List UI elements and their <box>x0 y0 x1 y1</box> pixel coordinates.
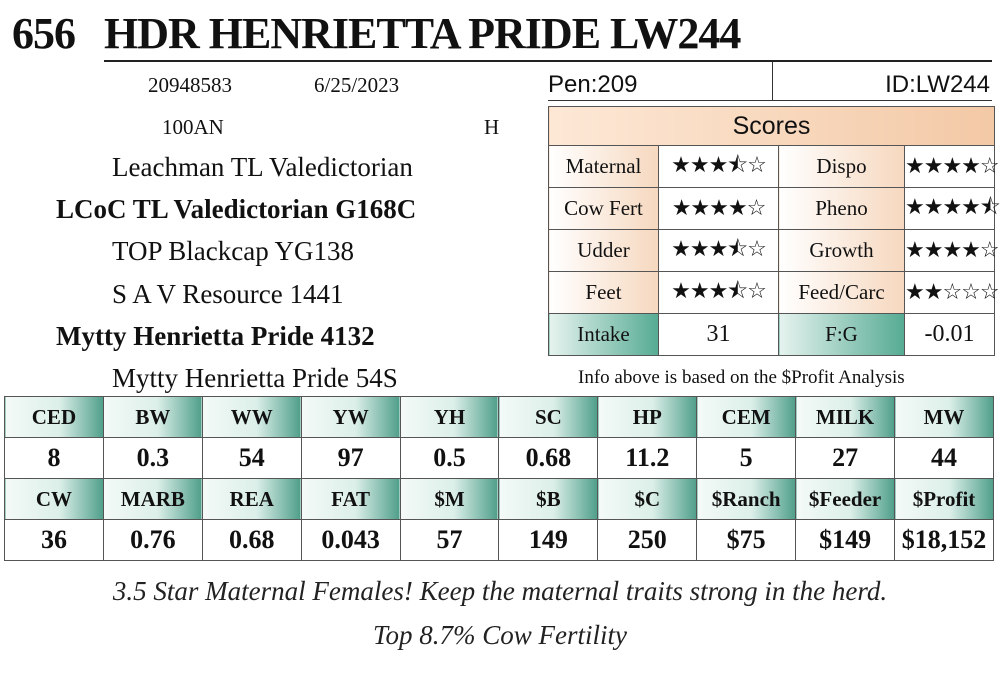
lot-number: 656 <box>12 9 75 58</box>
score-stars-maternal <box>659 146 779 188</box>
birth-date: 6/25/2023 <box>314 73 400 97</box>
epd-value: 27 <box>796 438 895 479</box>
epd-value-row-2 <box>5 520 994 561</box>
epd-value: 57 <box>400 520 499 561</box>
pedigree-sire: LCoC TL Valedictorian G168C <box>56 194 417 224</box>
score-stars-dispo <box>905 146 999 188</box>
score-label-feet: Feet <box>549 272 659 314</box>
footer-line-1: 3.5 Star Maternal Females! Keep the maternal traits strong in the herd. <box>112 576 888 606</box>
epd-value: 0.76 <box>103 520 202 561</box>
score-stars-feet <box>659 272 779 314</box>
epd-value: 0.3 <box>103 438 202 479</box>
registration-number: 20948583 <box>148 73 232 97</box>
epd-value: $75 <box>697 520 796 561</box>
footer-line-2: Top 8.7% Cow Fertility <box>372 620 628 650</box>
epd-value: $149 <box>796 520 895 561</box>
epd-table <box>4 396 994 561</box>
score-stars-udder <box>659 230 779 272</box>
analysis-note: Info above is based on the $Profit Analysis <box>578 367 905 388</box>
pedigree-dam-sire: S A V Resource 1441 <box>112 279 344 309</box>
pedigree-dam: Mytty Henrietta Pride 4132 <box>56 321 375 351</box>
epd-header: MW <box>895 397 994 438</box>
herd-code: 100AN <box>162 115 224 139</box>
epd-value: 0.68 <box>202 520 301 561</box>
epd-value: 36 <box>5 520 104 561</box>
epd-header: CED <box>5 397 104 438</box>
epd-value: 250 <box>598 520 697 561</box>
star-rating-icon: ★★★⯪☆ <box>671 278 766 304</box>
epd-header: $Ranch <box>697 479 796 520</box>
epd-header: BW <box>103 397 202 438</box>
epd-header: $Feeder <box>796 479 895 520</box>
epd-value: 149 <box>499 520 598 561</box>
star-rating-icon: ★★☆☆☆ <box>905 280 999 305</box>
intake-label: Intake <box>549 314 659 356</box>
epd-header: YH <box>400 397 499 438</box>
animal-title: HDR HENRIETTA PRIDE LW244 <box>104 9 741 58</box>
pen-underline <box>548 100 992 101</box>
scores-table <box>548 106 1000 356</box>
fg-label: F:G <box>779 314 905 356</box>
epd-value: 0.043 <box>301 520 400 561</box>
sex-code: H <box>484 115 500 139</box>
epd-value: 97 <box>301 438 400 479</box>
epd-header: REA <box>202 479 301 520</box>
score-stars-pheno <box>905 188 1000 230</box>
epd-header: $M <box>400 479 499 520</box>
star-rating-icon: ★★★★☆ <box>671 196 766 221</box>
star-rating-icon: ★★★⯪☆ <box>671 152 766 178</box>
epd-value-row-1 <box>5 438 994 479</box>
pedigree-sire-dam: TOP Blackcap YG138 <box>112 236 354 266</box>
epd-header: MARB <box>103 479 202 520</box>
intake-value: 31 <box>659 314 779 356</box>
animal-id: ID:LW244 <box>885 71 990 98</box>
pen-divider <box>772 62 773 100</box>
pedigree-sire-sire: Leachman TL Valedictorian <box>112 152 413 182</box>
epd-header: FAT <box>301 479 400 520</box>
epd-header: HP <box>598 397 697 438</box>
epd-value: 44 <box>895 438 994 479</box>
epd-value: $18,152 <box>895 520 994 561</box>
epd-value: 8 <box>5 438 104 479</box>
score-label-pheno: Pheno <box>779 188 905 230</box>
score-label-maternal: Maternal <box>549 146 659 188</box>
epd-value: 11.2 <box>598 438 697 479</box>
epd-header-row-1 <box>5 397 994 438</box>
epd-header: CEM <box>697 397 796 438</box>
epd-value: 5 <box>697 438 796 479</box>
epd-header: MILK <box>796 397 895 438</box>
epd-value: 54 <box>202 438 301 479</box>
star-rating-icon: ★★★⯪☆ <box>671 236 766 262</box>
pedigree-dam-dam: Mytty Henrietta Pride 54S <box>112 363 398 393</box>
score-label-udder: Udder <box>549 230 659 272</box>
score-label-feed-carc: Feed/Carc <box>779 272 905 314</box>
score-stars-feed-carc <box>905 272 999 314</box>
epd-header: $Profit <box>895 479 994 520</box>
title-underline <box>104 60 992 62</box>
fg-value: -0.01 <box>905 314 995 356</box>
epd-header: $B <box>499 479 598 520</box>
epd-header: SC <box>499 397 598 438</box>
score-stars-growth <box>905 230 999 272</box>
epd-header: CW <box>5 479 104 520</box>
epd-header: $C <box>598 479 697 520</box>
star-rating-icon: ★★★★☆ <box>905 154 999 179</box>
score-label-cow-fert: Cow Fert <box>549 188 659 230</box>
epd-header-row-2 <box>5 479 994 520</box>
epd-header: WW <box>202 397 301 438</box>
pen-number: Pen:209 <box>548 71 638 98</box>
score-stars-cow-fert <box>659 188 779 230</box>
epd-value: 0.5 <box>400 438 499 479</box>
star-rating-icon: ★★★★⯪ <box>905 194 1000 220</box>
epd-value: 0.68 <box>499 438 598 479</box>
scores-title: Scores <box>549 107 995 146</box>
star-rating-icon: ★★★★☆ <box>905 238 999 263</box>
epd-header: YW <box>301 397 400 438</box>
score-label-growth: Growth <box>779 230 905 272</box>
score-label-dispo: Dispo <box>779 146 905 188</box>
